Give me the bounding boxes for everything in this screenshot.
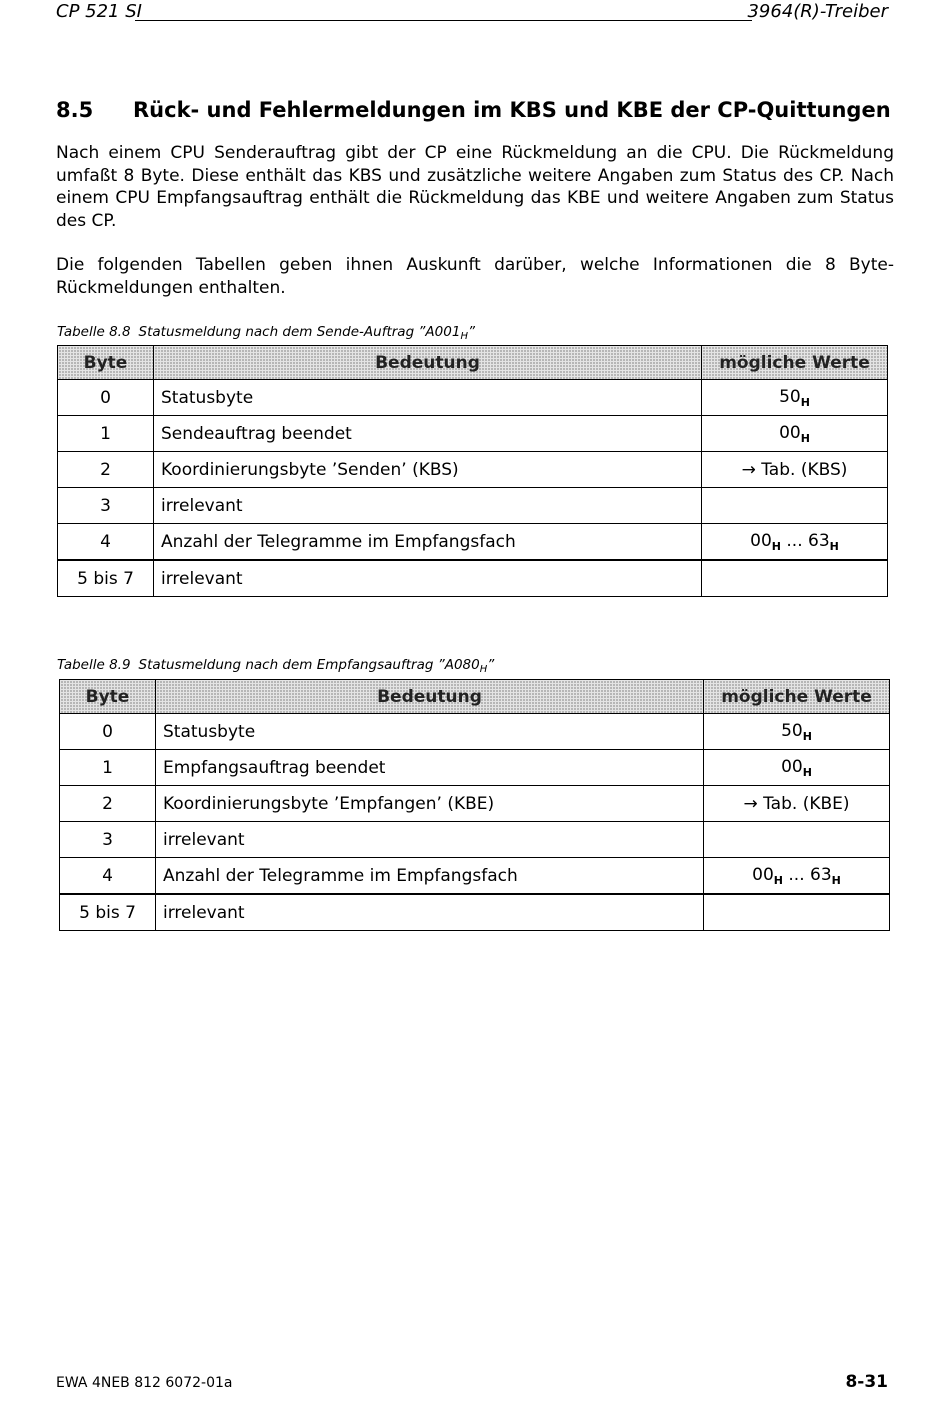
cell-meaning: irrelevant bbox=[154, 560, 702, 597]
table-row bbox=[58, 452, 888, 488]
table-caption-sub: H bbox=[460, 331, 468, 342]
cell-value bbox=[702, 416, 888, 452]
column-header-values: mögliche Werte bbox=[702, 346, 888, 380]
table-caption-end: ” bbox=[487, 657, 495, 673]
value-sub: H bbox=[829, 539, 839, 553]
value-text: 00 bbox=[781, 756, 803, 777]
range-separator: ... bbox=[780, 530, 809, 551]
cell-meaning: Koordinierungsbyte ’Senden’ (KBS) bbox=[154, 452, 702, 488]
value-sub: H bbox=[800, 431, 810, 445]
cell-byte: 0 bbox=[58, 380, 154, 416]
column-header-byte: Byte bbox=[58, 346, 154, 380]
table-row bbox=[60, 894, 890, 931]
range-from: 00 bbox=[750, 530, 772, 551]
cell-meaning: Koordinierungsbyte ’Empfangen’ (KBE) bbox=[156, 786, 704, 822]
column-header-meaning: Bedeutung bbox=[154, 346, 702, 380]
footer-document-id: EWA 4NEB 812 6072-01a bbox=[56, 1375, 233, 1391]
section-title bbox=[56, 98, 896, 122]
table-row bbox=[60, 714, 890, 750]
table-row bbox=[58, 380, 888, 416]
table-row bbox=[58, 560, 888, 597]
cell-byte: 4 bbox=[58, 524, 154, 561]
value-text: 50 bbox=[779, 386, 801, 407]
range-to: 63 bbox=[810, 864, 832, 885]
cell-value: → Tab. (KBE) bbox=[704, 786, 890, 822]
cell-meaning: Empfangsauftrag beendet bbox=[156, 750, 704, 786]
range-from: 00 bbox=[752, 864, 774, 885]
table-row bbox=[58, 488, 888, 524]
status-table-send bbox=[57, 345, 888, 597]
cell-meaning: Statusbyte bbox=[156, 714, 704, 750]
cell-meaning: irrelevant bbox=[154, 488, 702, 524]
cell-byte: 1 bbox=[58, 416, 154, 452]
table-row bbox=[58, 524, 888, 561]
value-sub: H bbox=[802, 729, 812, 743]
table-caption-sub: H bbox=[479, 664, 488, 675]
value-sub: H bbox=[773, 873, 783, 887]
cell-value bbox=[702, 524, 888, 561]
header-right: 3964(R)-Treiber bbox=[747, 1, 888, 22]
column-header-meaning: Bedeutung bbox=[156, 680, 704, 714]
value-text: 00 bbox=[779, 422, 801, 443]
cell-meaning: Anzahl der Telegramme im Empfangsfach bbox=[154, 524, 702, 561]
cell-value bbox=[702, 380, 888, 416]
footer-page-number: 8-31 bbox=[845, 1372, 888, 1392]
cell-byte: 3 bbox=[60, 822, 156, 858]
cell-meaning: Sendeauftrag beendet bbox=[154, 416, 702, 452]
table-caption-number: Tabelle 8.8 bbox=[57, 324, 131, 340]
column-header-values: mögliche Werte bbox=[704, 680, 890, 714]
cell-byte: 1 bbox=[60, 750, 156, 786]
table-caption-number: Tabelle 8.9 bbox=[57, 657, 131, 673]
table-header-row bbox=[60, 680, 890, 714]
range-to: 63 bbox=[808, 530, 830, 551]
table-row bbox=[58, 416, 888, 452]
status-table-receive bbox=[59, 679, 890, 931]
cell-value bbox=[704, 822, 890, 858]
cell-byte: 0 bbox=[60, 714, 156, 750]
table-row bbox=[60, 858, 890, 895]
section-heading: Rück- und Fehlermeldungen im KBS und KBE der CP-Quittungen bbox=[133, 98, 891, 122]
value-sub: H bbox=[771, 539, 781, 553]
cell-value bbox=[704, 750, 890, 786]
table-caption bbox=[57, 657, 494, 675]
cell-value bbox=[704, 858, 890, 895]
cell-meaning: Anzahl der Telegramme im Empfangsfach bbox=[156, 858, 704, 895]
header-rule bbox=[135, 20, 752, 21]
range-separator: ... bbox=[782, 864, 811, 885]
value-text: 50 bbox=[781, 720, 803, 741]
table-row bbox=[60, 750, 890, 786]
cell-meaning: Statusbyte bbox=[154, 380, 702, 416]
section-number: 8.5 bbox=[56, 98, 94, 122]
cell-value bbox=[704, 714, 890, 750]
cell-value bbox=[702, 560, 888, 597]
cell-byte: 4 bbox=[60, 858, 156, 895]
value-sub: H bbox=[800, 395, 810, 409]
table-caption-end: ” bbox=[467, 324, 475, 340]
table-caption bbox=[57, 324, 475, 342]
cell-byte: 2 bbox=[60, 786, 156, 822]
table-caption-text: Statusmeldung nach dem Empfangsauftrag ”A080 bbox=[138, 657, 480, 673]
cell-byte: 5 bis 7 bbox=[60, 894, 156, 931]
table-row bbox=[60, 822, 890, 858]
cell-byte: 2 bbox=[58, 452, 154, 488]
cell-value bbox=[702, 488, 888, 524]
page-header bbox=[56, 0, 888, 30]
cell-meaning: irrelevant bbox=[156, 894, 704, 931]
header-left: CP 521 SI bbox=[56, 1, 142, 22]
cell-meaning: irrelevant bbox=[156, 822, 704, 858]
cell-byte: 3 bbox=[58, 488, 154, 524]
intro-paragraph: Nach einem CPU Senderauftrag gibt der CP eine Rückmeldung an die CPU. Die Rückmeldung umfaßt 8 Byte. Diese enthält das KBS und zusätzliche weitere Angaben zum Status des CP. Nach einem CPU Empfangsauftrag enthält die Rückmeldung das KBE und weitere Angaben zum Status des CP. bbox=[56, 143, 894, 231]
cell-byte: 5 bis 7 bbox=[58, 560, 154, 597]
table-row bbox=[60, 786, 890, 822]
tables-intro-paragraph: Die folgenden Tabellen geben ihnen Auskunft darüber, welche Informationen die 8 Byte-Rückmeldungen enthalten. bbox=[56, 255, 894, 298]
value-sub: H bbox=[831, 873, 841, 887]
cell-value: → Tab. (KBS) bbox=[702, 452, 888, 488]
table-caption-text: Statusmeldung nach dem Sende-Auftrag ”A001 bbox=[138, 324, 461, 340]
column-header-byte: Byte bbox=[60, 680, 156, 714]
cell-value bbox=[704, 894, 890, 931]
value-sub: H bbox=[802, 765, 812, 779]
table-header-row bbox=[58, 346, 888, 380]
